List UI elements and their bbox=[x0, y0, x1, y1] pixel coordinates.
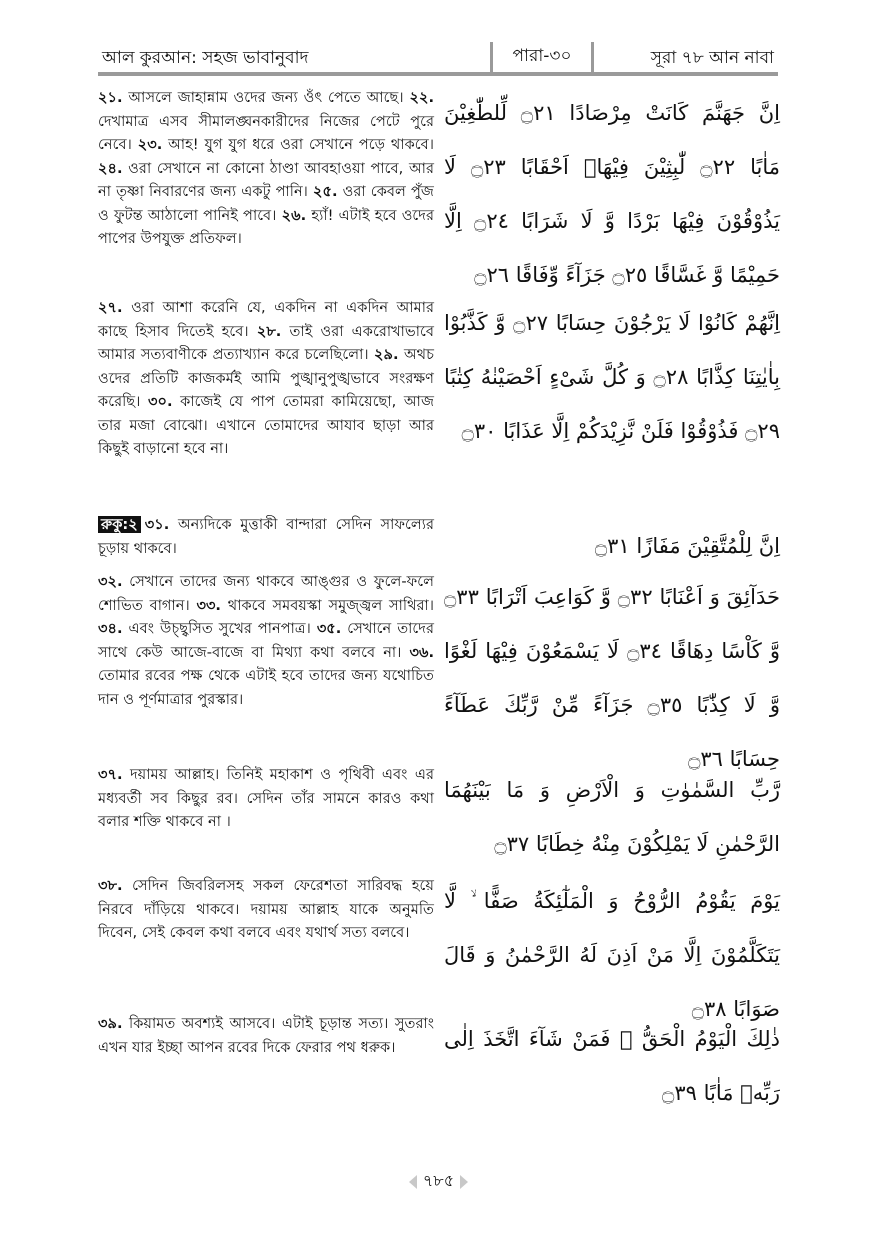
bangla-translation: ২১. আসলে জাহান্নাম ওদের জন্য ওঁৎ পেতে আছে। ২২. দেখামাত্র এসব সীমালঙ্ঘনকারীদের নিজের পেটে পুরে নেবে। ২৩. আহ! যুগ যুগ ধরে ওরা সেখানে পড়ে থাকবে। ২৪. ওরা সেখানে না কোনো ঠাণ্ডা আবহাওয়া পাবে, আর না তৃষ্ণা নিবারণের জন্য একটু পানি। ২৫. ওরা কেবল পুঁজ ও ফুটন্ত আঠালো পানিই পাবে। ২৬. হ্যাঁ! এটাই হবে ওদের পাপের উপযুক্ত প্রতিফল। bbox=[98, 89, 434, 247]
arabic-verse: اِنَّ لِلْمُتَّقِيْنَ مَفَازًا ۝٣١ bbox=[594, 534, 780, 558]
arabic-verse: اِنَّهُمْ كَانُوْا لَا يَرْجُوْنَ حِسَابًا ۝٢٧ وَّ كَذَّبُوْا بِاٰيٰتِنَا كِذَّابًا ۝٢٨ وَ كُلَّ شَیْءٍ اَحْصَيْنٰهُ كِتٰبًا ۝٢٩ فَذُوْقُوْا فَلَنْ نَّزِيْدَكُمْ اِلَّا عَذَابًا ۝٣٠ bbox=[444, 311, 781, 443]
verse-block-31 bbox=[98, 513, 780, 565]
page-number: ৭৮৫ bbox=[422, 1171, 455, 1190]
bangla-translation: ৩৮. সেদিন জিবরিলসহ সকল ফেরেশতা সারিবদ্ধ হয়ে নিরবে দাঁড়িয়ে থাকবে। দয়াময় আল্লাহ যাকে অনুমতি দিবেন, সেই কেবল কথা বলবে এবং যথার্থ সত্য বলবে। bbox=[98, 877, 434, 941]
header-rule bbox=[98, 72, 778, 76]
bangla-translation: ২৭. ওরা আশা করেনি যে, একদিন না একদিন আমার কাছে হিসাব দিতেই হবে। ২৮. তাই ওরা একরোখাভাবে আমার সত্যবাণীকে প্রত্যাখ্যান করে চলেছিলো। ২৯. অথচ ওদের প্রতিটি কাজকর্মই আমি পুঙ্খানুপুঙ্খভাবে সংরক্ষণ করেছি। ৩০. কাজেই যে পাপ তোমরা কামিয়েছো, আজ তার মজা বোঝো। এখানে তোমাদের আযাব ছাড়া আর কিছুই বাড়ানো হবে না। bbox=[98, 299, 434, 457]
bangla-translation: ৩২. সেখানে তাদের জন্য থাকবে আঙ্গুর ও ফুলে-ফলে শোভিত বাগান। ৩৩. থাকবে সমবয়স্কা সমুজ্জ্বল সাথিরা। ৩৪. এবং উচ্ছ্বসিত সুখের পানপাত্র। ৩৫. সেখানে তাদের সাথে কেউ আজে-বাজে বা মিথ্যা কথা বলবে না। ৩৬. তোমার রবের পক্ষ থেকে এটাই হবে তাদের জন্য যথোচিত দান ও পূর্ণমাত্রার পুরস্কার। bbox=[98, 573, 434, 708]
page-header bbox=[98, 42, 778, 72]
arabic-verse: اِنَّ جَهَنَّمَ كَانَتْ مِرْصَادًا ۝٢١ لِّلطّٰغِيْنَ مَاٰبًا ۝٢٢ لّٰبِثِيْنَ فِيْهَاۤ اَحْقَابًا ۝٢٣ لَا يَذُوْقُوْنَ فِيْهَا بَرْدًا وَّ لَا شَرَابًا ۝٢٤ اِلَّا حَمِيْمًا وَّ غَسَّاقًا ۝٢٥ جَزَآءً وِّفَاقًا ۝٢٦ bbox=[444, 101, 780, 287]
arabic-verse: يَوْمَ يَقُوْمُ الرُّوْحُ وَ الْمَلٰٓئِكَةُ صَفًّا ۙ لَّا يَتَكَلَّمُوْنَ اِلَّا مَنْ اَذِنَ لَهُ الرَّحْمٰنُ وَ قَالَ صَوَابًا ۝٣٨ bbox=[444, 889, 780, 1021]
triangle-right-icon bbox=[460, 1175, 468, 1189]
page-footer bbox=[0, 1168, 877, 1195]
page-number-group bbox=[409, 1168, 468, 1195]
bangla-text: ৩১. অন্যদিকে মুত্তাকী বান্দারা সেদিন সাফল্যের চূড়ায় থাকবে। bbox=[98, 516, 434, 557]
surah-label: সূরা ৭৮ আন নাবা bbox=[650, 48, 774, 68]
ruku-badge: রুকু:২ bbox=[98, 516, 141, 533]
bangla-translation: ৩৭. দয়াময় আল্লাহ। তিনিই মহাকাশ ও পৃথিবী এবং এর মধ্যবর্তী সব কিছুর রব। সেদিন তাঁর সামনে কারও কথা বলার শক্তি থাকবে না । bbox=[98, 766, 434, 830]
verse-block-27-30 bbox=[98, 296, 780, 506]
verse-block-38 bbox=[98, 874, 780, 1021]
bangla-translation: ৩৯. কিয়ামত অবশ্যই আসবে। এটাই চূড়ান্ত সত্য। সুতরাং এখন যার ইচ্ছা আপন রবের দিকে ফেরার পথ ধরুক। bbox=[98, 1015, 434, 1056]
arabic-verse: حَدَآئِقَ وَ اَعْنَابًا ۝٣٢ وَّ كَوَاعِبَ اَتْرَابًا ۝٣٣ وَّ كَاْسًا دِهَاقًا ۝٣٤ لَا يَسْمَعُوْنَ فِيْهَا لَغْوًا وَّ لَا كِذّٰبًا ۝٣٥ جَزَآءً مِّنْ رَّبِّكَ عَطَآءً حِسَابًا ۝٣٦ bbox=[444, 585, 780, 771]
arabic-verse: رَّبِّ السَّمٰوٰتِ وَ الْاَرْضِ وَ مَا بَيْنَهُمَا الرَّحْمٰنِ لَا يَمْلِكُوْنَ مِنْهُ خِطَابًا ۝٣٧ bbox=[444, 778, 780, 856]
verse-block-39 bbox=[98, 1012, 780, 1122]
arabic-verse: ذٰلِكَ الْيَوْمُ الْحَقُّ ۚ فَمَنْ شَآءَ اتَّخَذَ اِلٰى رَبِّهٖ مَاٰبًا ۝٣٩ bbox=[444, 1027, 780, 1105]
verse-block-32-36 bbox=[98, 570, 780, 771]
book-title: আল কুরআন: সহজ ভাবানুবাদ bbox=[102, 48, 309, 68]
para-label: পারা-৩০ bbox=[490, 42, 594, 72]
triangle-left-icon bbox=[409, 1175, 417, 1189]
verse-block-21-26 bbox=[98, 86, 780, 287]
bangla-translation bbox=[98, 513, 434, 560]
verse-block-37 bbox=[98, 763, 780, 873]
